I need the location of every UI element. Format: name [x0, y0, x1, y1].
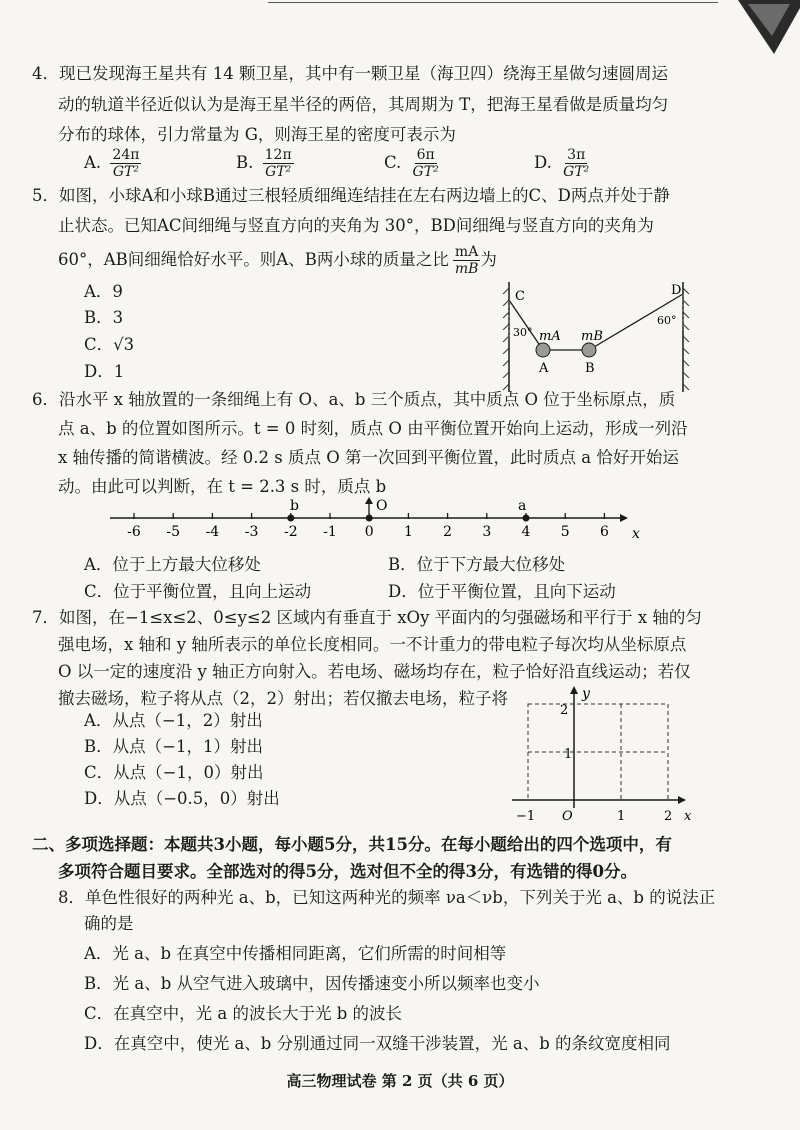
q5-line-2: 止状态。已知AC间细绳与竖直方向的夹角为 30°，BD间细绳与竖直方向的夹角为 [58, 216, 654, 235]
q6-line-2: 点 a、b 的位置如图所示。t = 0 时刻，质点 O 由平衡位置开始向上运动，形成一列沿 [58, 419, 688, 438]
q4-option-c [384, 147, 441, 180]
q4-option-a-label: A. [84, 153, 102, 172]
q6-point-b [287, 515, 294, 522]
q5-line-1: 5．如图，小球A和小球B通过三根轻质细绳连结挂在左右两边墙上的C、D两点并处于静 [32, 186, 670, 205]
q4-option-c-num: 6π [416, 147, 435, 163]
q6-point-o [366, 515, 373, 522]
q4-option-b-label: B. [236, 153, 254, 172]
q4-line-1: 4．现已发现海王星共有 14 颗卫星，其中有一颗卫星（海卫四）绕海王星做匀速圆周运 [32, 64, 668, 83]
q4-option-a-den: GT² [112, 164, 139, 180]
q5-angle-right: 60° [657, 314, 677, 327]
q7-label-y: y [582, 686, 590, 702]
q6-tick-label: 1 [403, 524, 413, 540]
q6-tick-label: 0 [364, 524, 374, 540]
q5-label-ma: mA [539, 329, 561, 344]
q7-option-d: D．从点（−0.5，0）射出 [84, 789, 280, 808]
q7-y-arrow-icon [570, 686, 578, 694]
q7-label-o: O [562, 809, 573, 824]
q4-option-c-den: GT² [412, 164, 439, 180]
q8-option-b: B．光 a、b 从空气进入玻璃中，因传播速变小所以频率也变小 [84, 974, 540, 993]
q7-label-x1: 1 [617, 809, 626, 824]
q5-figure [495, 280, 695, 395]
q6-tick-label: -4 [205, 524, 220, 540]
q4-line-3: 分布的球体，引力常量为 G，则海王星的密度可表示为 [58, 125, 456, 144]
q5-string-ac [509, 300, 543, 350]
q4-option-d-den: GT² [563, 164, 590, 180]
q4-option-d [534, 147, 591, 180]
q6-label-a: a [518, 498, 527, 514]
q8-option-c: C．在真空中，光 a 的波长大于光 b 的波长 [84, 1004, 403, 1023]
q6-line-3: x 轴传播的简谐横波。经 0.2 s 质点 O 第一次回到平衡位置，此时质点 a 恰好开始运 [58, 448, 679, 467]
q6-point-a [523, 515, 530, 522]
q6-option-d: D．位于平衡位置，且向下运动 [388, 582, 616, 601]
q6-label-b: b [290, 498, 299, 514]
q4-option-d-num: 3π [567, 147, 586, 163]
q6-axis-arrow-icon [620, 514, 628, 522]
q6-line-4: 动。由此可以判断，在 t = 2.3 s 时，质点 b [58, 477, 387, 496]
q5-mass-ratio [453, 244, 481, 277]
q5-option-d: D．1 [84, 362, 125, 381]
q6-label-o: O [376, 498, 388, 514]
q5-label-mb: mB [581, 329, 603, 344]
q6-tick-label: 3 [482, 524, 492, 540]
q7-label-xm1: −1 [516, 809, 536, 824]
section2-line-1: 二、多项选择题：本题共3小题，每小题5分，共15分。在每小题给出的四个选项中，有 [32, 835, 672, 854]
q5-ratio-den: mB [454, 261, 479, 277]
q6-tick-label: 4 [521, 524, 531, 540]
q6-tick-label: -6 [127, 524, 141, 540]
q7-x-arrow-icon [678, 796, 686, 804]
q5-option-a: A．9 [84, 282, 123, 301]
q5-ball-a [536, 343, 550, 357]
q6-tick-label: 6 [599, 524, 609, 540]
q5-option-b: B．3 [84, 308, 124, 327]
q4-line-2: 动的轨道半径近似认为是海王星半径的两倍，其周期为 T，把海王星看做是质量均匀 [58, 95, 669, 114]
q5-label-b: B [585, 361, 595, 376]
q4-option-c-label: C. [384, 153, 402, 172]
q6-o-up-arrow-icon [365, 497, 373, 504]
q4-option-d-fraction [561, 147, 591, 180]
q5-left-wall-hatch [503, 288, 509, 390]
q6-tick-label: -5 [166, 524, 181, 540]
q6-tick-label: -2 [283, 524, 298, 540]
q7-label-y1: 1 [564, 747, 573, 762]
q5-label-c: C [515, 289, 525, 304]
q5-label-a: A [539, 361, 549, 376]
q5-line-3 [58, 244, 497, 277]
q5-ratio-num: mA [454, 244, 479, 260]
corner-mark-icon [738, 0, 800, 56]
q7-line-4: 撤去磁场，粒子将从点（2，2）射出；若仅撤去电场，粒子将 [58, 689, 508, 708]
q4-option-b [236, 147, 294, 180]
q6-tick-label: 5 [560, 524, 570, 540]
q4-option-d-label: D. [534, 153, 552, 172]
q7-label-x: x [684, 809, 692, 824]
q5-line-3-pre: 60°，AB间细绳恰好水平。则A、B两小球的质量之比 [58, 250, 449, 269]
q6-line-1: 6．沿水平 x 轴放置的一条细绳上有 O、a、b 三个质点，其中质点 O 位于坐标原点，质 [32, 390, 676, 409]
q4-option-b-num: 12π [264, 147, 292, 163]
q5-label-d: D [671, 283, 682, 298]
q6-tick-label: -3 [244, 524, 259, 540]
q7-line-2: 强电场，x 轴和 y 轴所表示的单位长度相同。一不计重力的带电粒子每次均从坐标原点 [58, 635, 687, 654]
q4-option-b-fraction [263, 147, 294, 180]
q6-tick-label: 2 [443, 524, 453, 540]
q8-option-d: D．在真空中，使光 a、b 分别通过同一双缝干涉装置，光 a、b 的条纹宽度相同 [84, 1034, 671, 1053]
q6-option-b: B．位于下方最大位移处 [388, 555, 566, 574]
q7-label-x2: 2 [664, 809, 673, 824]
q4-option-a-num: 24π [112, 147, 140, 163]
q7-option-c: C．从点（−1，0）射出 [84, 763, 264, 782]
q4-option-c-fraction [411, 147, 441, 180]
q6-number-line [100, 496, 660, 544]
q8-option-a: A．光 a、b 在真空中传播相同距离，它们所需的时间相等 [84, 944, 507, 963]
q8-line-2: 确的是 [84, 914, 134, 933]
q6-label-x: x [632, 526, 640, 542]
q6-tick-label: -1 [323, 524, 337, 540]
q7-line-1: 7．如图，在−1≤x≤2、0≤y≤2 区域内有垂直于 xOy 平面内的匀强磁场和平行于 x 轴的匀 [32, 608, 702, 627]
page-footer: 高三物理试卷 第 2 页（共 6 页） [286, 1072, 514, 1090]
q6-option-a: A．位于上方最大位移处 [84, 555, 261, 574]
q7-option-b: B．从点（−1，1）射出 [84, 737, 263, 756]
q5-option-c: C．√3 [84, 335, 135, 354]
section2-line-2: 多项符合题目要求。全部选对的得5分，选对但不全的得3分，有选错的得0分。 [58, 862, 637, 881]
q7-figure [508, 684, 698, 829]
q5-angle-left: 30° [513, 326, 533, 339]
q6-option-c: C．位于平衡位置，且向上运动 [84, 582, 312, 601]
q5-right-wall-hatch [683, 288, 689, 390]
q4-option-b-den: GT² [265, 164, 292, 180]
q8-line-1: 8．单色性很好的两种光 a、b，已知这两种光的频率 νa＜νb，下列关于光 a、b 的说法正 [58, 888, 716, 907]
q7-option-a: A．从点（−1，2）射出 [84, 711, 263, 730]
q4-option-a [84, 147, 141, 180]
q7-label-y2: 2 [560, 703, 569, 718]
q5-ball-b [582, 343, 596, 357]
top-border-line [268, 2, 718, 3]
q4-option-a-fraction [110, 147, 141, 180]
q7-line-3: O 以一定的速度沿 y 轴正方向射入。若电场、磁场均存在，粒子恰好沿直线运动；若仅 [58, 662, 691, 681]
q5-line-3-post: 为 [480, 250, 497, 269]
